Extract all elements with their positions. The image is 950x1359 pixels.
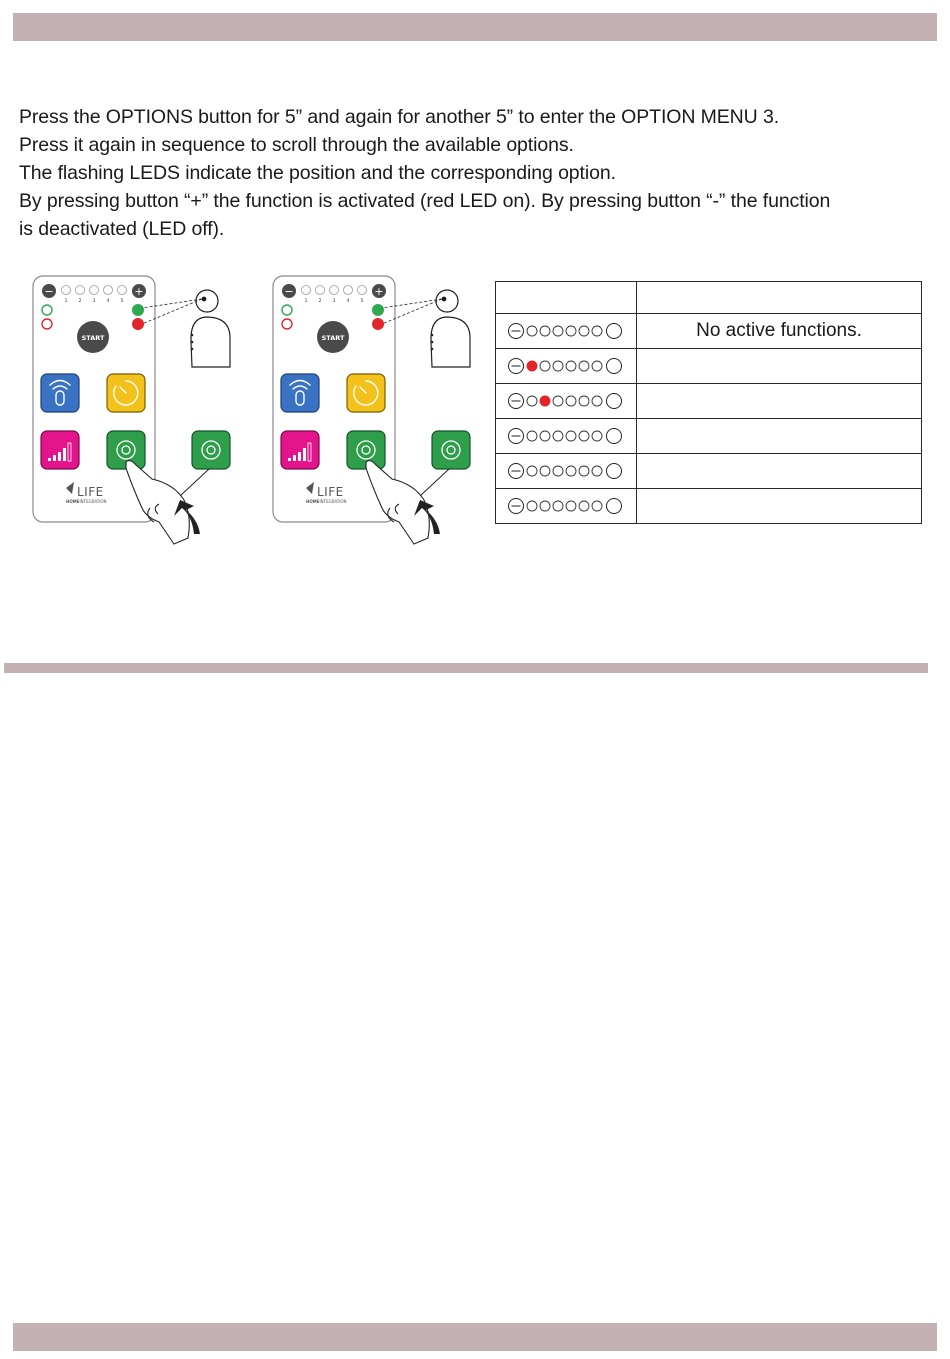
plus-button[interactable] <box>132 284 146 298</box>
minus-symbol: − <box>44 285 54 298</box>
led-pattern <box>508 356 626 376</box>
led-off <box>566 466 576 476</box>
led-pattern <box>508 391 626 411</box>
led-off <box>527 466 537 476</box>
plus-circle-icon <box>607 464 622 479</box>
red-led-on <box>372 318 384 330</box>
pointer-line <box>420 469 449 496</box>
plus-button[interactable] <box>372 284 386 298</box>
red-ring-led <box>42 319 52 329</box>
led-number: 3 <box>332 299 336 304</box>
red-led-on <box>132 318 144 330</box>
led-off <box>527 501 537 511</box>
led-off <box>553 326 563 336</box>
table-row <box>496 349 922 384</box>
led-pattern-cell <box>496 349 637 384</box>
top-band <box>13 13 937 41</box>
brand-tagline: INTEGRATION <box>79 499 107 504</box>
green-led-on <box>132 304 144 316</box>
brand-name: LIFE <box>317 485 344 499</box>
led-off <box>540 361 550 371</box>
option-description: No active functions. <box>637 314 922 349</box>
led-off <box>540 501 550 511</box>
option-description <box>637 489 922 524</box>
option-description <box>637 349 922 384</box>
led-off <box>566 431 576 441</box>
option-description <box>637 454 922 489</box>
led-off <box>579 396 589 406</box>
brand-tagline-bold: HOME <box>306 499 320 504</box>
wifi-button[interactable] <box>281 374 319 412</box>
wifi-button[interactable] <box>41 374 79 412</box>
led-off <box>592 326 602 336</box>
led-off <box>553 431 563 441</box>
plus-circle-icon <box>607 359 622 374</box>
table-row <box>496 489 922 524</box>
led-off <box>553 466 563 476</box>
led-number: 4 <box>346 299 350 304</box>
led-number: 5 <box>120 299 124 304</box>
instruction-line: is deactivated (LED off). <box>19 218 225 240</box>
minus-button[interactable] <box>42 284 56 298</box>
plus-circle-icon <box>607 429 622 444</box>
svg-text:HOMEINTEGRATION <box>66 499 107 504</box>
led-pattern-cell <box>496 384 637 419</box>
led-number: 2 <box>78 299 82 304</box>
led-off <box>527 396 537 406</box>
plus-circle-icon <box>607 324 622 339</box>
led-number: 1 <box>64 299 68 304</box>
green-ring-led <box>282 305 292 315</box>
green-led-on <box>372 304 384 316</box>
led-off <box>592 361 602 371</box>
led-on <box>527 361 537 371</box>
start-label: START <box>321 334 345 342</box>
led-pattern <box>508 461 626 481</box>
led-off <box>527 326 537 336</box>
led-pattern-cell <box>496 489 637 524</box>
brand-logo <box>66 482 107 504</box>
plus-circle-icon <box>607 394 622 409</box>
brand-tagline-bold: HOME <box>66 499 80 504</box>
led-off <box>553 361 563 371</box>
table-row <box>496 419 922 454</box>
options-button-large[interactable] <box>432 431 470 469</box>
led-off <box>566 326 576 336</box>
instruction-line: Press the OPTIONS button for 5” and again for another 5” to enter the OPTION MENU 3. <box>19 106 780 128</box>
led-off <box>566 396 576 406</box>
table-header-cell <box>496 282 637 314</box>
led-off <box>592 396 602 406</box>
instructions <box>19 103 934 243</box>
led-off <box>592 466 602 476</box>
led-off <box>566 501 576 511</box>
led-number: 2 <box>318 299 322 304</box>
start-button[interactable] <box>77 321 109 353</box>
red-ring-led <box>282 319 292 329</box>
led-number: 3 <box>92 299 96 304</box>
led-pattern-cell <box>496 419 637 454</box>
led-pattern <box>508 496 626 516</box>
minus-symbol: − <box>284 285 294 298</box>
table-header-cell <box>637 282 922 314</box>
minus-button[interactable] <box>282 284 296 298</box>
options-button-large[interactable] <box>192 431 230 469</box>
led-pattern-cell <box>496 454 637 489</box>
led-off <box>592 431 602 441</box>
brand-logo <box>306 482 347 504</box>
led-off <box>579 466 589 476</box>
remote-illustration <box>264 272 504 547</box>
table-row <box>496 454 922 489</box>
start-button[interactable] <box>317 321 349 353</box>
section-divider <box>4 663 928 673</box>
green-ring-led <box>42 305 52 315</box>
led-off <box>579 361 589 371</box>
instruction-line: Press it again in sequence to scroll through the available options. <box>19 134 574 156</box>
led-off <box>579 431 589 441</box>
instruction-line: The flashing LEDS indicate the position and the corresponding option. <box>19 162 616 184</box>
brand-name: LIFE <box>77 485 104 499</box>
led-number: 4 <box>106 299 110 304</box>
led-off <box>553 501 563 511</box>
led-off <box>540 326 550 336</box>
level-button[interactable] <box>41 431 79 469</box>
led-off <box>592 501 602 511</box>
plus-circle-icon <box>607 499 622 514</box>
led-off <box>566 361 576 371</box>
bottom-band <box>13 1323 937 1351</box>
table-row <box>496 384 922 419</box>
option-description <box>637 384 922 419</box>
led-pattern <box>508 426 626 446</box>
led-off <box>553 396 563 406</box>
remote-illustration <box>24 272 264 547</box>
instruction-line: By pressing button “+” the function is activated (red LED on). By pressing button “-” the function <box>19 190 831 212</box>
table-header-row <box>496 282 922 314</box>
led-number: 1 <box>304 299 308 304</box>
led-off <box>579 501 589 511</box>
brand-tagline: INTEGRATION <box>319 499 347 504</box>
led-off <box>540 466 550 476</box>
led-off <box>579 326 589 336</box>
timer-button[interactable] <box>107 374 145 412</box>
led-pattern-cell <box>496 314 637 349</box>
led-off <box>527 431 537 441</box>
level-button[interactable] <box>281 431 319 469</box>
timer-button[interactable] <box>347 374 385 412</box>
led-pattern <box>508 321 626 341</box>
plus-symbol: + <box>374 285 384 298</box>
led-number: 5 <box>360 299 364 304</box>
table-row <box>496 314 922 349</box>
pointer-line <box>180 469 209 496</box>
plus-symbol: + <box>134 285 144 298</box>
svg-text:HOMEINTEGRATION <box>306 499 347 504</box>
led-off <box>540 431 550 441</box>
options-table <box>495 281 922 524</box>
start-label: START <box>81 334 105 342</box>
led-on <box>540 396 550 406</box>
option-description <box>637 419 922 454</box>
